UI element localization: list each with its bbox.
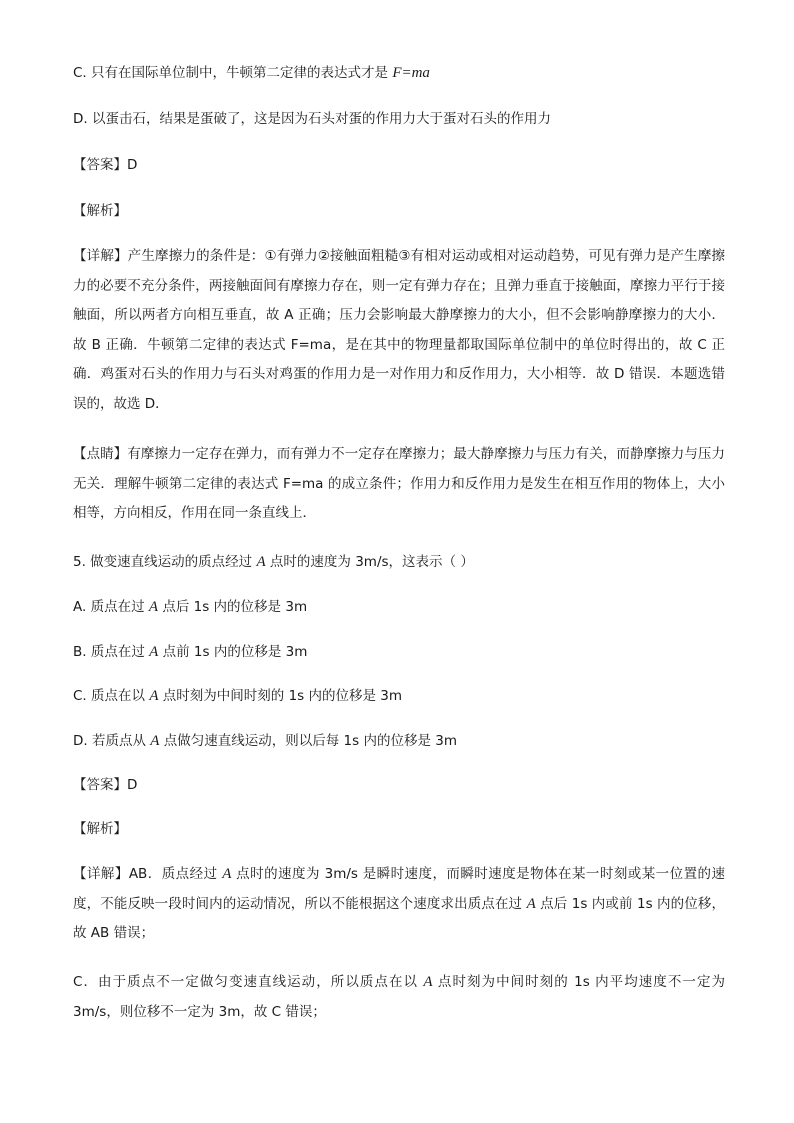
point-symbol: A xyxy=(423,974,433,990)
answer-tag: 【答案】 xyxy=(73,157,127,173)
detail-text: 点时的速度为 3m/s 是瞬时速度，而瞬时速度是物体在某一时刻或某一位置的速度，不能反映一段时间内的运动情况，所以不能根据这个速度求出质点在过 xyxy=(73,866,725,912)
analysis-tag: 【解析】 xyxy=(73,821,127,837)
detail-tag: 【详解】 xyxy=(73,248,128,264)
analysis-tag: 【解析】 xyxy=(73,203,127,219)
q5-answer xyxy=(73,774,733,796)
option-label: C. xyxy=(73,688,87,704)
q5-detail-ab xyxy=(73,860,725,949)
q4-point xyxy=(73,440,725,529)
q4-option-c xyxy=(73,62,733,84)
q4-option-d xyxy=(73,108,733,130)
point-symbol: A xyxy=(149,688,159,704)
point-tag: 【点睛】 xyxy=(73,446,128,462)
detail-text: C．由于质点不一定做匀变速直线运动，所以质点在以 xyxy=(73,974,424,990)
option-text: 质点在过 xyxy=(90,644,150,660)
q4-answer xyxy=(73,154,733,176)
q4-analysis-heading xyxy=(73,200,733,222)
detail-text: 点后 1s 内或前 1s 内的位移，故 AB 错误； xyxy=(73,895,726,942)
option-text: 质点在过 xyxy=(90,599,149,615)
stem-text-tail: 点时的速度为 3m/s，这表示（ ） xyxy=(265,554,474,570)
option-text: 质点在以 xyxy=(91,688,150,704)
point-symbol: A xyxy=(148,599,159,615)
option-text-tail: 点前 1s 内的位移是 3m xyxy=(158,644,308,660)
point-symbol: A xyxy=(150,733,160,749)
option-text-tail: 点后 1s 内的位移是 3m xyxy=(158,599,308,615)
option-label: B. xyxy=(73,644,87,660)
detail-text: 产生摩擦力的条件是：①有弹力②接触面粗糙③有相对运动或相对运动趋势，可见有弹力是产生摩擦力的必要不充分条件，两接触面间有摩擦力存在，则一定有弹力存在；且弹力垂直于接触面，摩擦力平行于接触面，所以两者方向相互垂直，故 A 正确；压力会影响最大静摩擦力的大小，但不会影响静摩擦力的大小．故 B 正确．牛顿第二定律的表达式 F=ma，是在其中的物理量都取国际单位制中的单位时得出的，故 C 正确．鸡蛋对石头的作用力与石头对鸡蛋的作用力是一对作用力和反作用力，大小相等．故 D 错误．本题选错误的，故选 D． xyxy=(73,248,726,412)
q5-detail-c xyxy=(73,968,725,1027)
point-symbol: A xyxy=(526,895,536,912)
q5-option-a xyxy=(73,596,733,618)
option-label: C. xyxy=(73,65,87,81)
stem-text: 5. 做变速直线运动的质点经过 xyxy=(73,554,257,570)
answer-value: D xyxy=(127,157,138,173)
option-text-tail: 点时刻为中间时刻的 1s 内的位移是 3m xyxy=(158,688,403,704)
option-label: D. xyxy=(73,733,88,749)
detail-text: 点时刻为中间时刻的 1s 内平均速度不一定为 3m/s，则位移不一定为 3m，故 C 错误； xyxy=(73,974,725,1020)
q4-detail xyxy=(73,242,725,420)
q5-stem xyxy=(73,551,733,573)
point-text: 有摩擦力一定存在弹力，而有弹力不一定存在摩擦力；最大静摩擦力与压力有关，而静摩擦力与压力无关．理解牛顿第二定律的表达式 F=ma 的成立条件；作用力和反作用力是发生在相互作用的物体上，大小相等，方向相反，作用在同一条直线上． xyxy=(73,446,726,522)
detail-text: AB．质点经过 xyxy=(128,866,223,882)
option-text: 只有在国际单位制中，牛顿第二定律的表达式才是 xyxy=(91,65,393,81)
option-label: A. xyxy=(73,599,87,615)
q5-analysis-heading xyxy=(73,818,733,840)
answer-value: D xyxy=(127,777,138,793)
option-text-tail: 点做匀速直线运动，则以后每 1s 内的位移是 3m xyxy=(159,733,457,749)
option-label: D. xyxy=(73,111,88,127)
option-text: 若质点从 xyxy=(91,733,151,749)
detail-tag: 【详解】 xyxy=(73,866,129,882)
point-symbol: A xyxy=(256,554,266,570)
point-symbol: A xyxy=(149,644,159,660)
point-symbol: A xyxy=(222,866,232,882)
q5-option-c xyxy=(73,685,733,707)
answer-tag: 【答案】 xyxy=(73,777,127,793)
q5-option-d xyxy=(73,730,733,752)
q5-option-b xyxy=(73,641,733,663)
formula: F=ma xyxy=(392,65,430,81)
option-text: 以蛋击石，结果是蛋破了，这是因为石头对蛋的作用力大于蛋对石头的作用力 xyxy=(91,111,551,127)
